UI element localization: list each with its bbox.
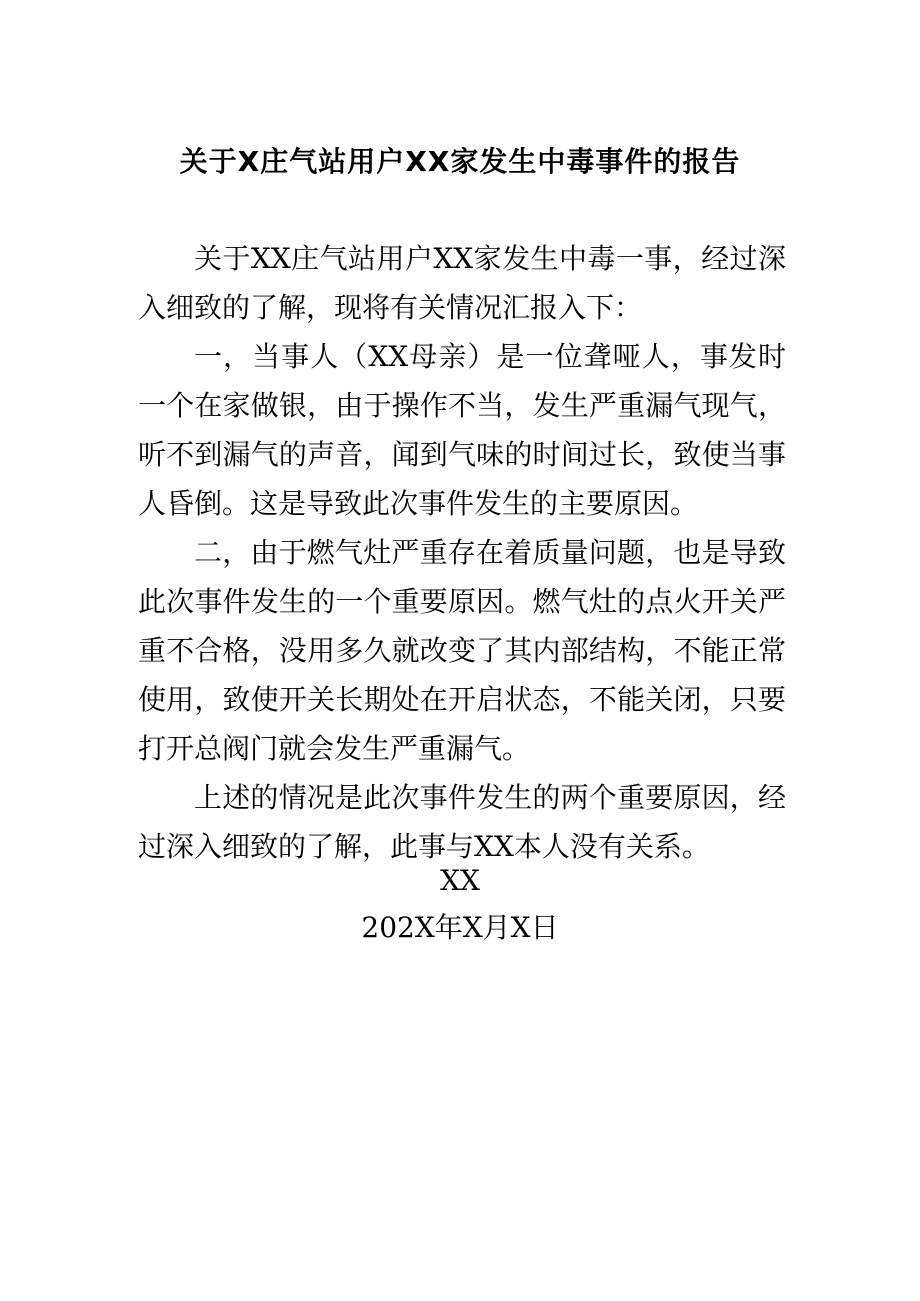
paragraph-reason-one: 一，当事人（XX母亲）是一位聋哑人，事发时一个在家做银，由于操作不当，发生严重漏气现气，听不到漏气的声音，闻到气味的时间过长，致使当事人昏倒。这是导致此次事件发生的主要原因。 [138, 340, 786, 520]
paragraph-conclusion: 上述的情况是此次事件发生的两个重要原因，经过深入细致的了解，此事与XX本人没有关系。 [138, 781, 786, 863]
signature-date: 202X年X月X日 [361, 911, 559, 944]
paragraph-reason-two: 二，由于燃气灶严重存在着质量问题，也是导致此次事件发生的一个重要原因。燃气灶的点火开关严重不合格，没用多久就改变了其内部结构，不能正常使用，致使开关长期处在开启状态，不能关闭，只要打开总阀门就会发生严重漏气。 [138, 536, 786, 765]
document-title: 关于X庄气站用户XX家发生中毒事件的报告 [179, 145, 741, 178]
document-body [138, 234, 786, 871]
paragraph-intro: 关于XX庄气站用户XX家发生中毒一事，经过深入细致的了解，现将有关情况汇报入下： [138, 242, 786, 324]
signature-name: XX [440, 864, 480, 897]
